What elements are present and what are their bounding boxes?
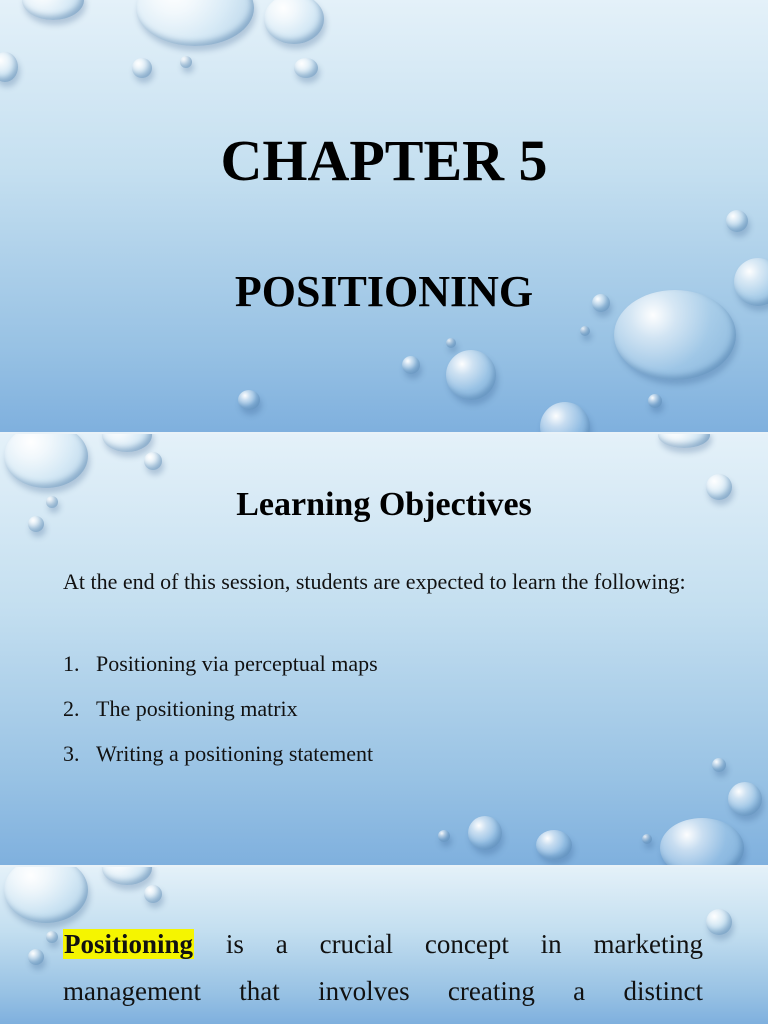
chapter-subtitle: POSITIONING (234, 267, 534, 316)
water-drop (22, 0, 84, 20)
chapter-title: CHAPTER 5 (220, 128, 548, 193)
water-drop (438, 830, 450, 842)
water-drop (132, 58, 152, 78)
water-drop (446, 350, 496, 400)
water-drop (712, 758, 726, 772)
water-drop (580, 326, 590, 336)
water-drop (0, 52, 18, 82)
water-drop (642, 834, 652, 844)
water-drop (4, 434, 88, 488)
water-drop (102, 867, 152, 885)
water-drop (536, 830, 572, 860)
water-drop (726, 210, 748, 232)
section-heading: Learning Objectives (236, 486, 532, 523)
list-text: The positioning matrix (96, 695, 298, 721)
list-text: Writing a positioning statement (96, 740, 374, 766)
water-drop (660, 818, 744, 865)
objectives-list (63, 641, 703, 776)
highlighted-term: Positioning (64, 929, 194, 959)
list-item (63, 641, 703, 686)
water-drop (102, 434, 152, 452)
water-drop (28, 949, 44, 965)
list-number: 1. (63, 650, 80, 676)
paragraph-line: management that involves creating a distinct (63, 976, 703, 1006)
water-drop (136, 0, 254, 46)
water-drop (402, 356, 420, 374)
slide-3 (0, 867, 768, 1024)
paragraph-line (63, 921, 703, 968)
water-drop (4, 867, 88, 923)
line-text: is a crucial concept in marketing (194, 929, 703, 959)
water-drop (144, 452, 162, 470)
list-text: Positioning via perceptual maps (96, 650, 378, 676)
water-drop (468, 816, 502, 850)
list-number: 2. (63, 695, 80, 721)
water-drop (294, 58, 318, 78)
intro-text: At the end of this session, students are expected to learn the following: (63, 569, 686, 594)
water-drop (540, 402, 590, 432)
list-number: 3. (63, 740, 80, 766)
water-drop (238, 390, 260, 410)
slide-1 (0, 0, 768, 432)
list-item (63, 686, 703, 731)
water-drop (728, 782, 762, 816)
water-drop (446, 338, 456, 348)
water-drop (706, 909, 732, 935)
water-drop (144, 885, 162, 903)
water-drop (658, 434, 710, 448)
slide-2 (0, 434, 768, 865)
list-item (63, 731, 703, 776)
water-drop (264, 0, 324, 44)
water-drop (648, 394, 662, 408)
water-drop (180, 56, 192, 68)
water-drop (46, 931, 58, 943)
